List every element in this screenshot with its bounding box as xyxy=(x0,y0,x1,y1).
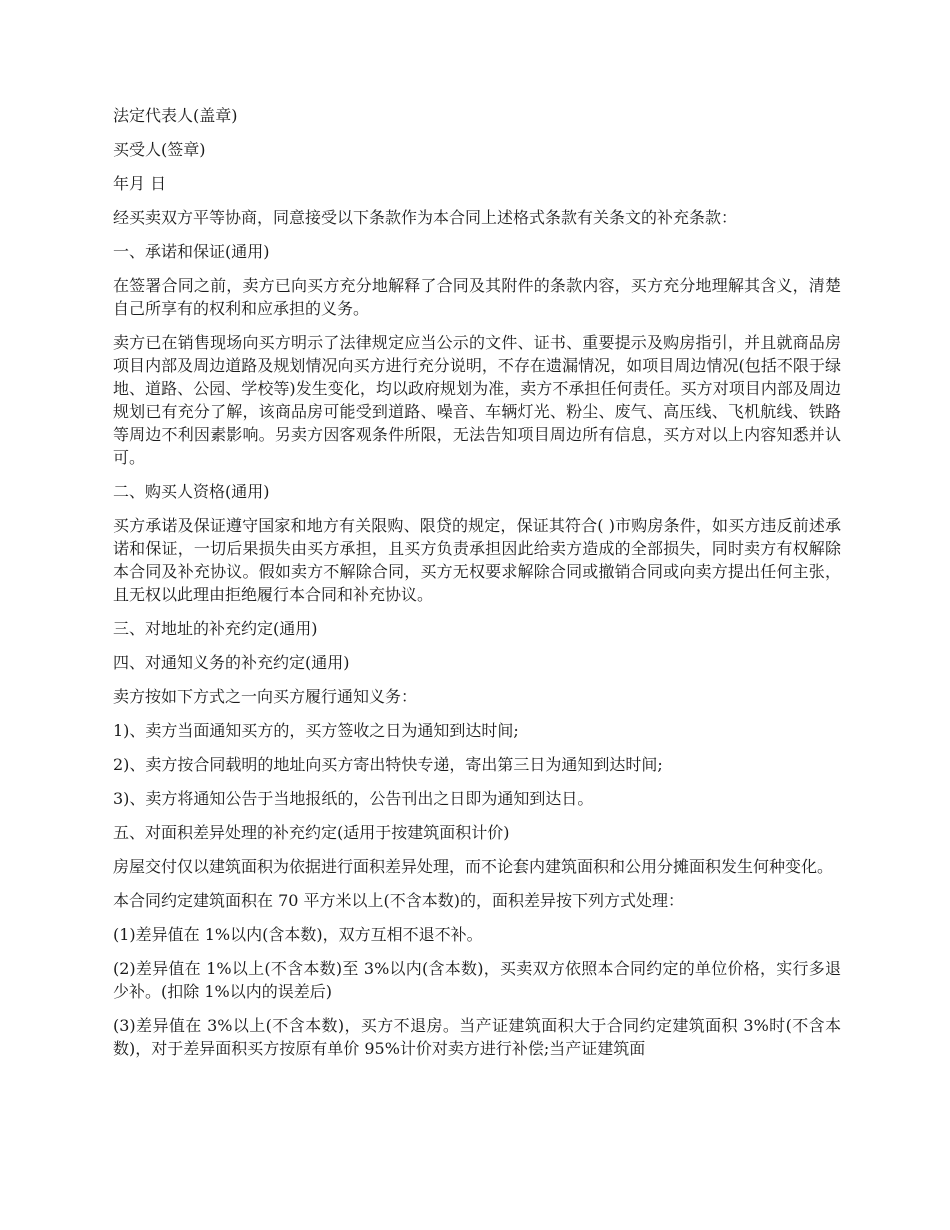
section-heading-1: 一、承诺和保证(通用) xyxy=(113,242,270,261)
document-page xyxy=(113,104,841,1071)
list-item: (1)差异值在 1%以内(含本数)，双方互相不退不补。 xyxy=(113,925,483,944)
body-paragraph: 在签署合同之前，卖方已向买方充分地解释了合同及其附件的条款内容，买方充分地理解其含义，清楚自己所享有的权利和应承担的义务。 xyxy=(113,276,841,318)
signature-buyer: 买受人(签章) xyxy=(113,140,206,159)
intro-paragraph: 经买卖双方平等协商，同意接受以下条款作为本合同上述格式条款有关条文的补充条款： xyxy=(113,208,738,227)
body-paragraph: 房屋交付仅以建筑面积为依据进行面积差异处理，而不论套内建筑面积和公用分摊面积发生何种变化。 xyxy=(113,857,834,876)
section-heading-3: 三、对地址的补充约定(通用) xyxy=(113,619,318,638)
list-item: (2)差异值在 1%以上(不含本数)至 3%以内(含本数)，买卖双方依照本合同约定的单位价格，实行多退少补。(扣除 1%以内的误差后) xyxy=(113,959,841,1001)
list-item: 2)、卖方按合同载明的地址向买方寄出特快专递，寄出第三日为通知到达时间; xyxy=(113,755,663,774)
section-heading-2: 二、购买人资格(通用) xyxy=(113,482,270,501)
body-paragraph: 卖方已在销售现场向买方明示了法律规定应当公示的文件、证书、重要提示及购房指引，并且就商品房项目内部及周边道路及规划情况向买方进行充分说明，不存在遗漏情况，如项目周边情况(包括不限于绿地、道路、公园、学校等)发生变化，均以政府规划为准，卖方不承担任何责任。买方对项目内部及周边规划已有充分了解，该商品房可能受到道路、噪音、车辆灯光、粉尘、废气、高压线、飞机航线、铁路等周边不利因素影响。另卖方因客观条件所限，无法告知项目周边所有信息，买方对以上内容知悉并认可。 xyxy=(113,333,841,467)
body-paragraph: 本合同约定建筑面积在 70 平方米以上(不含本数)的，面积差异按下列方式处理： xyxy=(113,891,685,910)
body-paragraph: 买方承诺及保证遵守国家和地方有关限购、限贷的规定，保证其符合( )市购房条件，如买方违反前述承诺和保证，一切后果损失由买方承担，且买方负责承担因此给卖方造成的全部损失，同时卖方有权解除本合同及补充协议。假如卖方不解除合同，买方无权要求解除合同或撤销合同或向卖方提出任何主张，且无权以此理由拒绝履行本合同和补充协议。 xyxy=(113,516,841,604)
signature-date: 年月 日 xyxy=(113,174,167,193)
body-paragraph: 卖方按如下方式之一向买方履行通知义务： xyxy=(113,687,418,706)
signature-legal-rep: 法定代表人(盖章) xyxy=(113,106,238,125)
list-item: 3)、卖方将通知公告于当地报纸的，公告刊出之日即为通知到达日。 xyxy=(113,789,594,808)
section-heading-4: 四、对通知义务的补充约定(通用) xyxy=(113,653,350,672)
list-item: 1)、卖方当面通知买方的，买方签收之日为通知到达时间; xyxy=(113,721,519,740)
list-item: (3)差异值在 3%以上(不含本数)，买方不退房。当产证建筑面积大于合同约定建筑面积 3%时(不含本数)，对于差异面积买方按原有单价 95%计价对卖方进行补偿;当产证建筑面 xyxy=(113,1016,841,1058)
section-heading-5: 五、对面积差异处理的补充约定(适用于按建筑面积计价) xyxy=(113,823,510,842)
